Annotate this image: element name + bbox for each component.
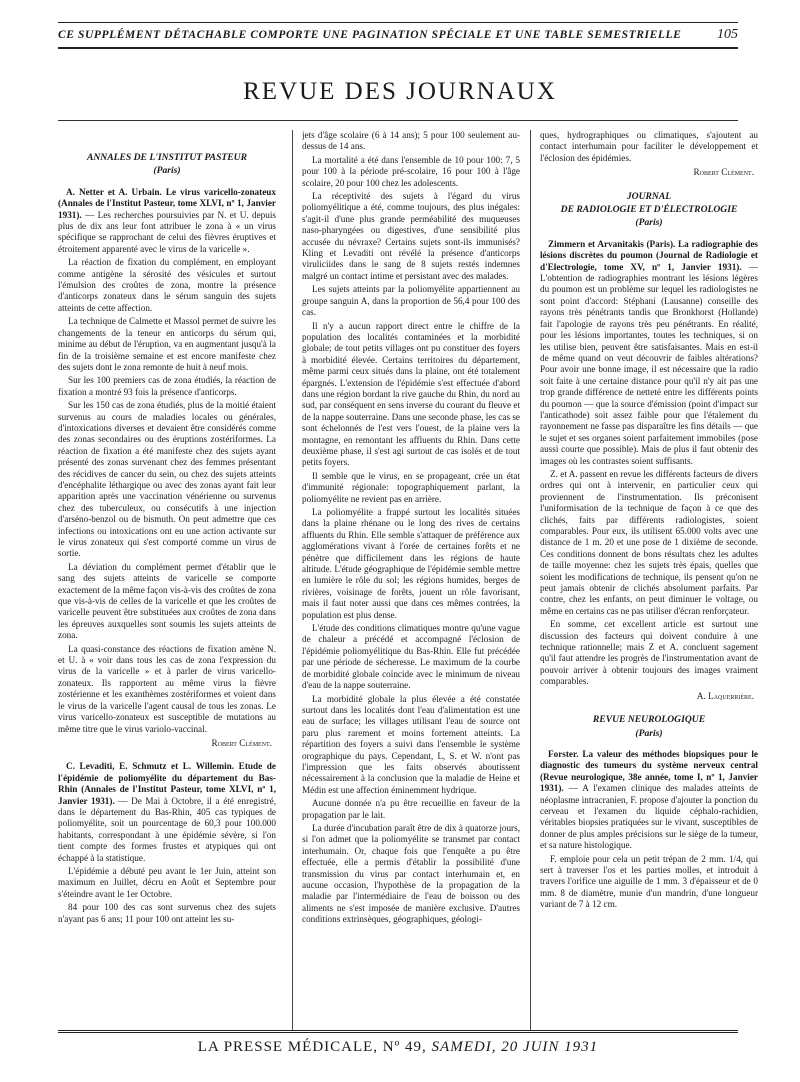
paragraph: Aucune donnée n'a pu être recueillie en faveur de la propagation par le lait. [302,798,520,820]
paragraph: Il n'y a aucun rapport direct entre le chiffre de la population des localités contaminées et la morbidité globale; de tout petits villages ont pu constituer des foyers à morbidité élevée. Certains territoires du département, même parmi ceux situés dans la plaine, ont été totalement épargnés. L'extension de l'épidémie s'est effectuée d'abord dans une région bordant la rive gauche du Rhin, du nord au sud, par conséquent en sens inverse du courant du fleuve et de la nappe souterraine. Dans une seconde phase, les cas se sont échelonnés de l'est vers l'ouest, de la plaine vers la montagne, en remontant les affluents du Rhin. Dans cette deuxième phase, il s'est agi surtout de cas isolés et de tout petits foyers. [302,320,520,468]
paragraph: La réaction de fixation du complément, en employant comme antigène la sérosité des vésicules et surtout l'émulsion des croûtes de zona, montre la présence d'anticorps zonateux dans le sérum sanguin des sujets atteints de cette affection. [58,257,276,313]
paragraph: En somme, cet excellent article est surtout une discussion des facteurs qui doivent conduire à une technique rationnelle; mais Z et A. concluent sagement qu'il faut attendre les progrès de l'instrumentation avant de pouvoir arriver à obtenir toujours des images vraiment comparables. [540,619,758,687]
top-notice-bar [58,22,738,49]
paragraph: La mortalité a été dans l'ensemble de 10 pour 100: 7, 5 pour 100 à la période pré-scolaire, 16 pour 100 à l'âge scolaire, 20 pour 100 chez les adolescents. [302,154,520,188]
section-heading: DE RADIOLOGIE ET D'ÉLECTROLOGIE [560,204,738,216]
paragraph: Z. et A. passent en revue les différents facteurs de divers ordres qui ont à intervenir, en particulier ceux qui proviennent de l'instrumentation. Ils préconisent l'uniformisation de la technique de façon à ce que des clichés, faits par différents radiologistes, soient comparables. Pour eux, ils utilisent 65.000 volts avec une distance de 1 m. 20 et une pose de 1 dixième de seconde. Ces conditions donnent de bons résultats chez les adultes de taille moyenne: chez les sujets très épais, quelles que soient les modifications de technique, ils pensent qu'on ne peut jamais obtenir de clichés absolument parfaits. Par contre, chez les enfants, on peut diminuer le voltage, ou même en certains cas ne pas utiliser d'écran renforçateur. [540,468,758,616]
page-number: 105 [717,27,738,42]
section-heading: REVUE NEUROLOGIQUE [592,714,706,726]
footer [58,1030,738,1056]
column-divider [292,130,293,1030]
paragraph: Il semble que le virus, en se propageant, crée un état d'immunité régionale: topographiquement parlant, la poliomyélite ne revient pas en arrière. [302,470,520,504]
masthead-rule [58,120,738,121]
article-title: Forster. La valeur des méthodes biopsiques pour le diagnostic des tumeurs du système nerveux central (Revue neurologique, 38e année, tome I, nº 1, Janvier 1931). [540,748,758,794]
column-3 [540,130,758,1020]
column-2 [302,130,520,1020]
paragraph: ques, hydrographiques ou climatiques, s'ajoutent au contact interhumain pour faciliter le développement et l'éclosion des épidémies. [540,130,758,163]
paragraph: F. emploie pour cela un petit trépan de 2 mm. 1/4, qui sert à traverser l'os et les parties molles, et introduit à travers l'orifice une aiguille de 1 mm. 3 d'épaisseur et de 0 mm. 8 de diamètre, munie d'un mandrin, d'une longueur variant de 7 à 12 cm. [540,853,758,910]
footer-date: SAMEDI, 20 JUIN 1931 [431,1039,599,1055]
article-text: — De Mai à Octobre, il a été enregistré, dans le département du Bas-Rhin, 405 cas typiques de poliomyélite, soit un pourcentage de 60,3 pour 100.000 habitants, correspondant à une épidémie sévère, si l'on tient compte des formes frustes et atypiques qui ont échappé à la statistique. [58,795,276,863]
section-subheading: (Paris) [153,165,181,177]
paragraph: Les sujets atteints par la poliomyélite appartiennent au groupe sanguin A, dans la proportion de 56,4 pour 100 des cas. [302,284,520,318]
article-title: Zimmern et Arvanitakis (Paris). La radiographie des lésions discrètes du poumon (Journal de Radiologie et d'Electrologie, tome XV, nº 1, Janvier 1931). [540,238,758,272]
author-signature: A. Laquerrière. [696,690,754,701]
footer-journal: LA PRESSE MÉDICALE, Nº 49, [197,1039,427,1055]
masthead-title: REVUE DES JOURNAUX [243,78,557,105]
section-subheading: (Paris) [635,727,663,739]
column-1 [58,146,276,1036]
article-title: C. Levaditi, E. Schmutz et L. Willemin. Etude de l'épidémie de poliomyélite du département du Bas-Rhin (Annales de l'Institut Pasteur, tome XLVI, nº 1, Janvier 1931). [58,761,276,806]
paragraph: L'épidémie a débuté peu avant le 1er Juin, atteint son maximum en Juillet, décru en Août et Septembre pour s'éteindre avant le 1er Octobre. [58,865,276,899]
article-title: A. Netter et A. Urbain. Le virus varicello-zonateux (Annales de l'Institut Pasteur, tome XLVI, nº 1, Janvier 1931). [58,186,276,220]
section-heading: ANNALES DE L'INSTITUT PASTEUR [86,152,247,163]
paragraph: L'étude des conditions climatiques montre qu'une vague de chaleur a précédé et accompagné l'éclosion de l'épidémie poliomyélitique du Bas-Rhin. Elle fut précédée par une période de sécheresse. Le maximum de la courbe de morbidité globale coïncide avec le minimum de niveau d'eau de la nappe souterraine. [302,623,520,691]
author-signature: Robert Clément. [211,737,272,748]
paragraph: La poliomyélite a frappé surtout les localités situées dans la plaine rhénane ou le long des rives de certains affluents du Rhin. Elle semble s'attaquer de préférence aux agglomérations vivant à l'orée de certaines forêts et ne pénètre que difficilement dans les régions de haute altitude. L'étude géographique de l'épidémie semble mettre en lumière le rôle du sol; les régions humides, berges de rivières, voisinage de forêts, jouent un rôle favorisant, mais il faut noter aussi que dans ces mêmes contrées, la population est plus dense. [302,507,520,620]
section-heading: JOURNAL [626,190,672,202]
column-divider [530,130,531,1030]
paragraph: La déviation du complément permet d'établir que le sang des sujets atteints de varicelle se comporte exactement de la même façon vis-à-vis des croûtes de zona que vis-à-vis de celles de la varicelle et que les croûtes de varicelle peuvent être substituées aux croûtes de zona dans les épreuves auxquelles sont soumis les sujets atteints de zona. [58,561,276,641]
article-text: — A l'examen clinique des malades atteints de néoplasme intracranien, F. propose d'ajouter la ponction du cerveau et l'examen du liquide céphalo-rachidien, véritables biopsies pratiquées sur le vivant, susceptibles de donner de plus amples précisions sur le siège de la tumeur, et sa nature histologique. [540,783,758,851]
paragraph: Sur les 100 premiers cas de zona étudiés, la réaction de fixation a montré 93 fois la présence d'anticorps. [58,375,276,397]
article-text: — Les recherches poursuivies par N. et U. depuis plus de dix ans leur font attribuer le zona à « un virus spécifique se rapprochant de celui des fièvres éruptives et étroitement apparenté avec le virus de la varicelle ». [58,209,276,254]
paragraph: La quasi-constance des réactions de fixation amène N. et U. à « voir dans tous les cas de zona l'expression du virus de la varicelle » et à parler de virus varicello-zonateux. Ils rapportent au même virus la fièvre zostérienne et les exanthèmes zostériformes et voient dans le virus de la varicelle l'agent causal de tous les zonas. Le virus varicello-zonateux est susceptible de mutations au même titre que le virus variolo-vaccinal. [58,643,276,734]
article-text: — L'obtention de radiographies montrant les lésions légères du poumon est un problème sur lequel les radiologistes ne sont point d'accord: Stéphani (Lausanne) conseille des rayons très pénétrants tandis que Bronkhorst (Hollande) fait l'apologie de rayons très peu pénétrants. En réalité, pour les lésions importantes, toutes les techniques, si on les utilise bien, peuvent être satisfaisantes. Mais en est-il de même quand on veut découvrir de faibles altérations? Pour avoir une bonne image, il est nécessaire que la radio soit faite à une certaine distance pour qu'il n'y ait pas une trop grande différence de netteté entre les différents points du poumon — que la source d'émission (point d'impact sur l'anticathode) soit assez faible pour que l'étalement du rayonnement ne fasse pas disparaître les fins détails — que le sujet et ses organes soient parfaitement immobiles (pose aussi courte que possible). Mais de plus il faut obtenir des images où les contrastes soient suffisants. [540,261,758,466]
paragraph: Sur les 150 cas de zona étudiés, plus de la moitié étaient survenus au cours de maladies locales ou générales, d'intoxications diverses et devaient être considérés comme des zonas secondaires ou des éruptions zostériformes. La réaction de fixation a été manifeste chez des sujets ayant présenté des zonas survenant chez des femmes présentant des récidives de cancer du sein, ou chez des sujets atteints d'encéphalite léthargique ou avec des zonas ayant fait leur apparition après une vaccination vénérienne ou survenus chez des tuberculeux, ou consécutifs à une injection d'arséno-benzol ou de bismuth. On peut admettre que ces infections ou intoxications ont eu une action activante sur le virus zonateux qui s'est comporté comme un virus de sortie. [58,400,276,559]
paragraph: La durée d'incubation paraît être de dix à quatorze jours, si l'on admet que la poliomyélite se transmet par contact interhumain. Or, chaque fois que l'enquête a pu être effectuée, elle a permis d'établir la possibilité d'une transmission du virus par contact interhumain et, en aucune occasion, l'hypothèse de la propagation de la maladie par l'intermédiaire de l'eau de boisson ou des aliments ne s'est imposée de manière exclusive. D'autres conditions extrinsèques, géographiques, géologi- [302,822,520,925]
paragraph: La morbidité globale la plus élevée a été constatée surtout dans les localités dont l'eau d'alimentation est une eau de surface; les villages utilisant l'eau de source ont paru plus rarement et moins fortement atteints. La répartition des foyers a suivi dans l'ensemble le système orographique du pays. Cependant, L, S. et W. n'ont pas l'impression que les faits observés aboutissent nécessairement à la conclusion que la maladie de Heine et Médin est une affection éminemment hydrique. [302,693,520,795]
paragraph: jets d'âge scolaire (6 à 14 ans); 5 pour 100 seulement au-dessus de 14 ans. [302,130,520,152]
paragraph: 84 pour 100 des cas sont survenus chez des sujets n'ayant pas 6 ans; 11 pour 100 ont atteint les su- [58,902,276,924]
paragraph: La réceptivité des sujets à l'égard du virus poliomyélitique a été, comme toujours, des plus inégales: s'agit-il d'une plus grande perméabilité des muqueuses naso-pharyngées ou digestives, d'une sensibilité plus accusée du névraxe? Certains sujets sont-ils immunisés? Kling et Levaditi ont révélé la présence d'anticorps viruliciides dans le sang de 8 sujets restés indemnes malgré un contact intime et persistant avec des malades. [302,191,520,281]
supplement-notice: CE SUPPLÉMENT DÉTACHABLE COMPORTE UNE PAGINATION SPÉCIALE ET UNE TABLE SEMESTRIELLE [58,29,682,41]
author-signature: Robert Clément. [693,167,754,178]
paragraph: La technique de Calmette et Massol permet de suivre les changements de la teneur en anticorps du sérum qui, minime au début de l'éruption, va en augmentant jusqu'à la fin de la troisième semaine et est encore manifeste chez des sujets dont le zona remonte de huit à neuf mois. [58,316,276,372]
section-subheading: (Paris) [635,217,663,229]
